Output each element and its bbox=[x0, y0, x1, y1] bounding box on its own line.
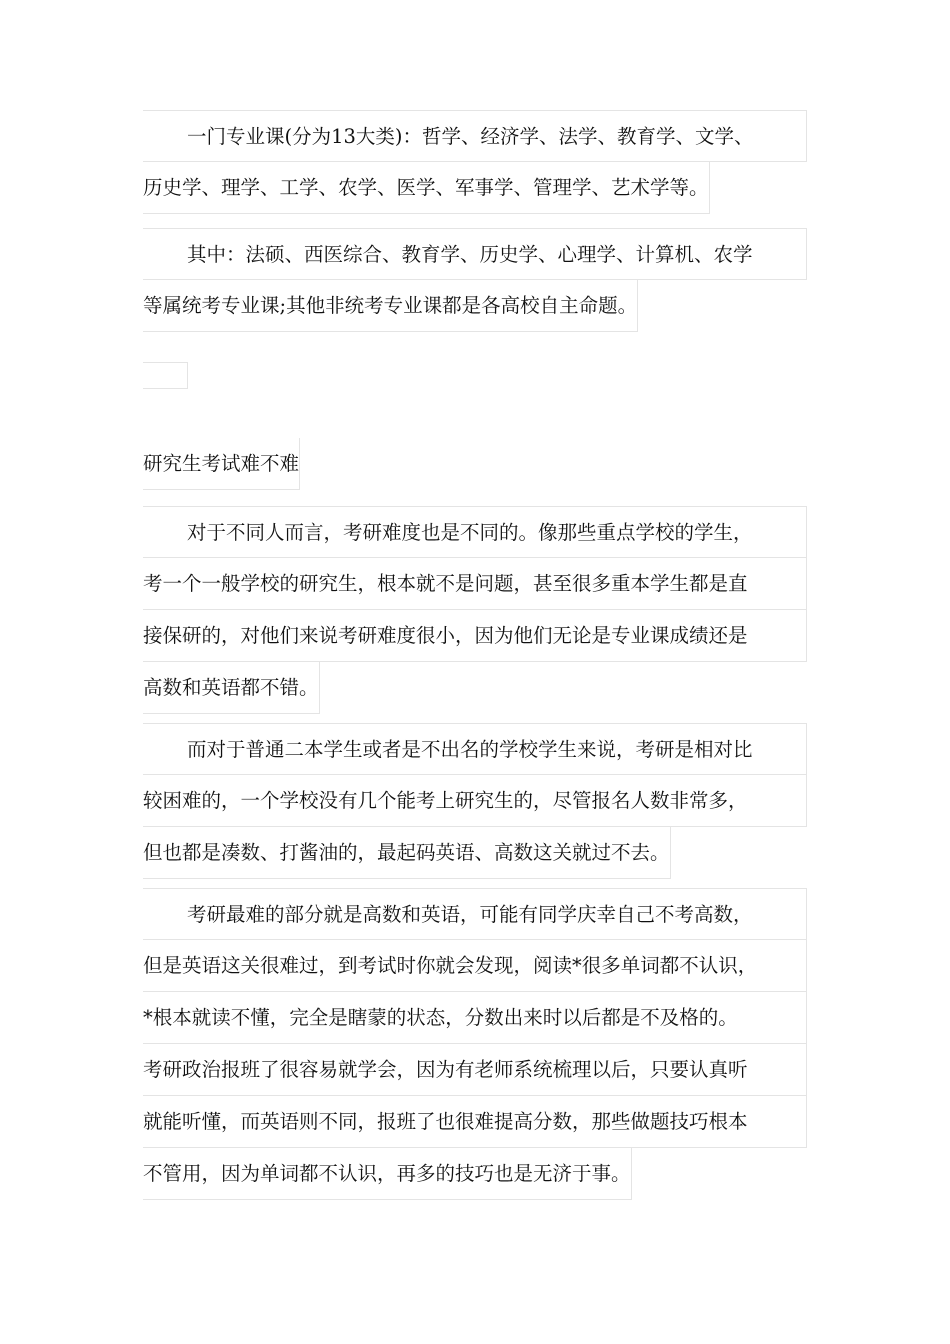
text-line: 接保研的，对他们来说考研难度很小，因为他们无论是专业课成绩还是 bbox=[143, 610, 807, 662]
paragraph-subjects bbox=[143, 110, 807, 218]
paragraph-difficulty bbox=[143, 506, 807, 718]
text-line: 不管用，因为单词都不认识，再多的技巧也是无济于事。 bbox=[143, 1148, 632, 1200]
text-line: 考一个一般学校的研究生，根本就不是问题，甚至很多重本学生都是直 bbox=[143, 558, 807, 610]
paragraph-unified-exam bbox=[143, 228, 807, 336]
text-line: *根本就读不懂，完全是瞎蒙的状态，分数出来时以后都是不及格的。 bbox=[143, 992, 807, 1044]
text-line: 但是英语这关很难过，到考试时你就会发现，阅读*很多单词都不认识， bbox=[143, 940, 807, 992]
empty-text-box bbox=[143, 362, 188, 389]
text-line: 考研最难的部分就是高数和英语，可能有同学庆幸自己不考高数， bbox=[143, 888, 807, 940]
heading-text: 研究生考试难不难 bbox=[143, 438, 300, 490]
paragraph-ordinary-students bbox=[143, 723, 807, 883]
text-line: 高数和英语都不错。 bbox=[143, 662, 320, 714]
text-line: 就能听懂，而英语则不同，报班了也很难提高分数，那些做题技巧根本 bbox=[143, 1096, 807, 1148]
text-line: 其中：法硕、西医综合、教育学、历史学、心理学、计算机、农学 bbox=[143, 228, 807, 280]
section-heading bbox=[143, 438, 807, 494]
text-line: 而对于普通二本学生或者是不出名的学校学生来说，考研是相对比 bbox=[143, 723, 807, 775]
text-line: 等属统考专业课;其他非统考专业课都是各高校自主命题。 bbox=[143, 280, 638, 332]
text-line: 对于不同人而言，考研难度也是不同的。像那些重点学校的学生， bbox=[143, 506, 807, 558]
text-line: 历史学、理学、工学、农学、医学、军事学、管理学、艺术学等。 bbox=[143, 162, 710, 214]
text-line: 一门专业课(分为13大类)：哲学、经济学、法学、教育学、文学、 bbox=[143, 110, 807, 162]
text-line: 较困难的，一个学校没有几个能考上研究生的，尽管报名人数非常多， bbox=[143, 775, 807, 827]
text-line: 但也都是凑数、打酱油的，最起码英语、高数这关就过不去。 bbox=[143, 827, 671, 879]
text-line: 考研政治报班了很容易就学会，因为有老师系统梳理以后，只要认真听 bbox=[143, 1044, 807, 1096]
paragraph-hardest-parts bbox=[143, 888, 807, 1204]
